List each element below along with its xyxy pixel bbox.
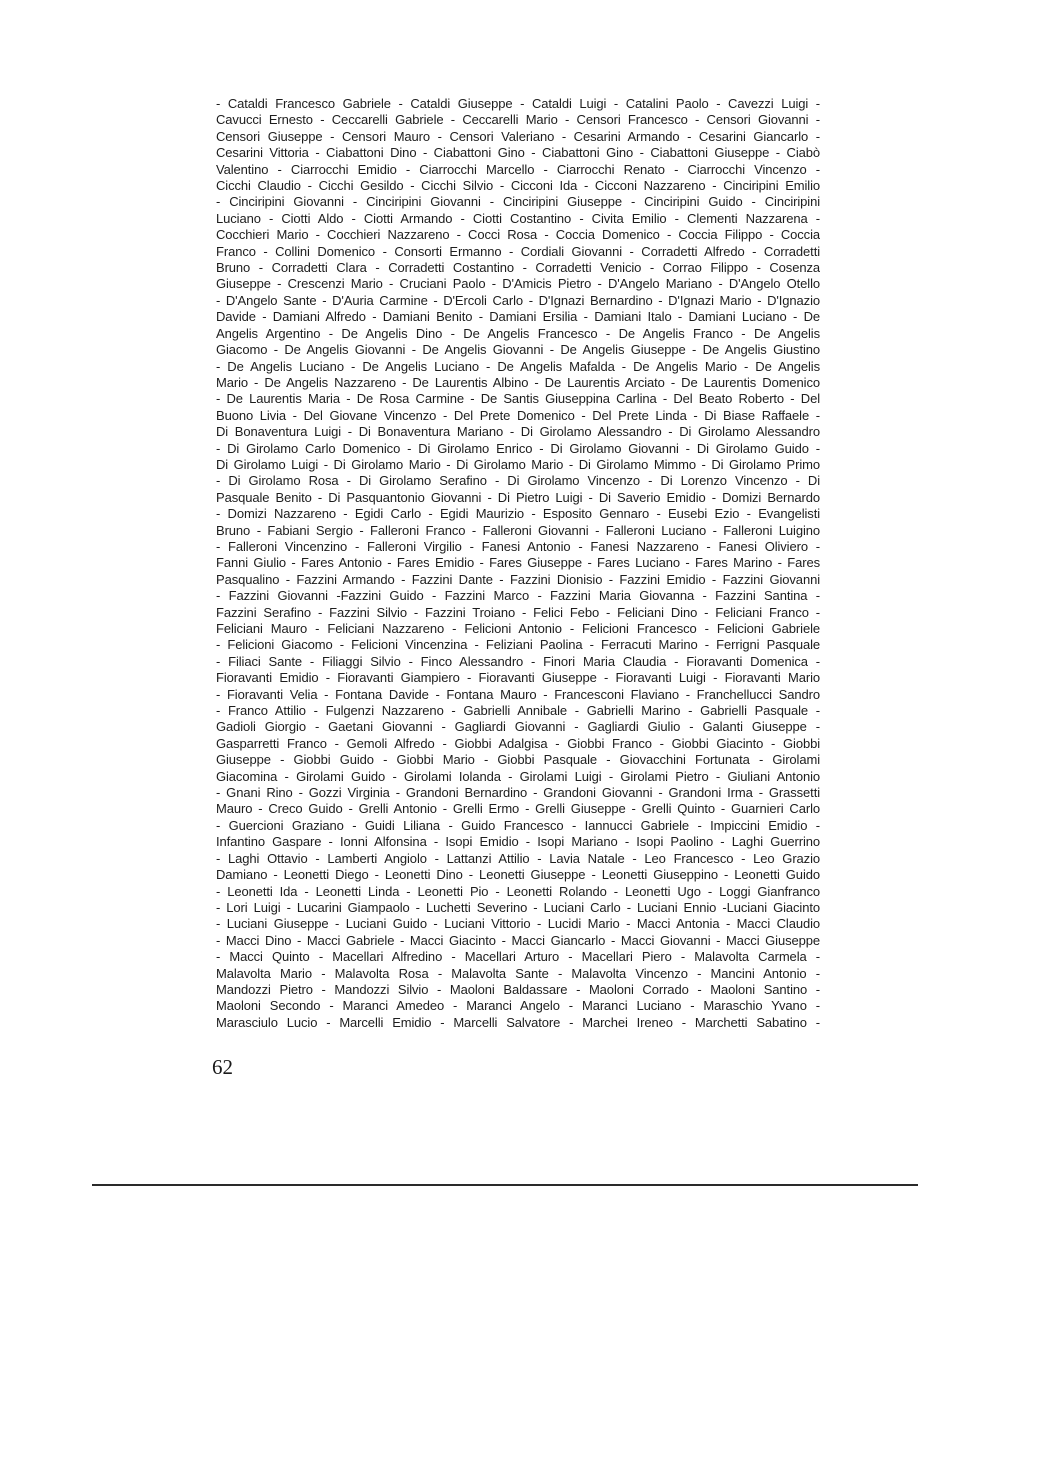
- text-line: - Luciani Giuseppe - Luciani Guido - Luciani Vittorio - Lucidi Mario - Macci Antonia - Macci Claudio: [216, 916, 820, 932]
- text-line: Pasquale Benito - Di Pasquantonio Giovanni - Di Pietro Luigi - Di Saverio Emidio - Domizi Bernardo: [216, 489, 820, 505]
- text-line: Gasparretti Franco - Gemoli Alfredo - Giobbi Adalgisa - Giobbi Franco - Giobbi Giacinto - Giobbi: [216, 735, 820, 751]
- text-line: Marasciulo Lucio - Marcelli Emidio - Marcelli Salvatore - Marchei Ireneo - Marchetti Sabatino -: [216, 1014, 820, 1030]
- text-line: Mauro - Creco Guido - Grelli Antonio - Grelli Ermo - Grelli Giuseppe - Grelli Quinto - Guarnieri Carlo: [216, 801, 820, 817]
- text-line: - Macci Dino - Macci Gabriele - Macci Giacinto - Macci Giancarlo - Macci Giovanni - Macci Giuseppe: [216, 932, 820, 948]
- text-line: Cesarini Vittoria - Ciabattoni Dino - Ciabattoni Gino - Ciabattoni Gino - Ciabattoni Giuseppe - Ciabò: [216, 145, 820, 161]
- text-line: - Domizi Nazzareno - Egidi Carlo - Egidi Maurizio - Esposito Gennaro - Eusebi Ezio - Evangelisti: [216, 506, 820, 522]
- text-line: Cavucci Ernesto - Ceccarelli Gabriele - Ceccarelli Mario - Censori Francesco - Censori Giovanni -: [216, 112, 820, 128]
- text-line: - Di Girolamo Carlo Domenico - Di Girolamo Enrico - Di Girolamo Giovanni - Di Girolamo Guido -: [216, 440, 820, 456]
- text-line: Giacomina - Girolami Guido - Girolami Iolanda - Girolami Luigi - Girolami Pietro - Giuliani Antonio: [216, 768, 820, 784]
- text-line: Di Girolamo Luigi - Di Girolamo Mario - Di Girolamo Mario - Di Girolamo Mimmo - Di Girolamo Primo: [216, 456, 820, 472]
- text-line: - Felicioni Giacomo - Felicioni Vincenzina - Feliziani Paolina - Ferracuti Marino - Ferrigni Pasquale: [216, 637, 820, 653]
- text-line: Malavolta Mario - Malavolta Rosa - Malavolta Sante - Malavolta Vincenzo - Mancini Antonio -: [216, 965, 820, 981]
- text-line: - Cataldi Francesco Gabriele - Cataldi Giuseppe - Cataldi Luigi - Catalini Paolo - Cavezzi Luigi -: [216, 96, 820, 111]
- text-line: Davide - Damiani Alfredo - Damiani Benito - Damiani Ersilia - Damiani Italo - Damiani Luciano - De: [216, 309, 820, 325]
- text-line: - Laghi Ottavio - Lamberti Angiolo - Lattanzi Attilio - Lavia Natale - Leo Francesco - Leo Grazio: [216, 850, 820, 866]
- text-line: Censori Giuseppe - Censori Mauro - Censori Valeriano - Cesarini Armando - Cesarini Giancarlo -: [216, 128, 820, 144]
- names-list: [216, 96, 820, 1031]
- text-line: - D'Angelo Sante - D'Auria Carmine - D'Ercoli Carlo - D'Ignazi Bernardino - D'Ignazi Mario - D'Ignazio: [216, 292, 820, 308]
- text-line: Damiano - Leonetti Diego - Leonetti Dino - Leonetti Giuseppe - Leonetti Giuseppino - Leonetti Guido: [216, 867, 820, 883]
- text-line: Valentino - Ciarrocchi Emidio - Ciarrocchi Marcello - Ciarrocchi Renato - Ciarrocchi Vincenzo -: [216, 161, 820, 177]
- text-line: - Guercioni Graziano - Guidi Liliana - Guido Francesco - Iannucci Gabriele - Impiccini Emidio -: [216, 817, 820, 833]
- text-line: Mario - De Angelis Nazzareno - De Laurentis Albino - De Laurentis Arciato - De Laurentis Domenico: [216, 374, 820, 390]
- text-line: - Fioravanti Velia - Fontana Davide - Fontana Mauro - Francesconi Flaviano - Franchellucci Sandro: [216, 686, 820, 702]
- text-line: Cicchi Claudio - Cicchi Gesildo - Cicchi Silvio - Cicconi Ida - Cicconi Nazzareno - Cinciripini Emilio: [216, 178, 820, 194]
- text-line: Pasqualino - Fazzini Armando - Fazzini Dante - Fazzini Dionisio - Fazzini Emidio - Fazzini Giovanni: [216, 571, 820, 587]
- text-line: Luciano - Ciotti Aldo - Ciotti Armando - Ciotti Costantino - Civita Emilio - Clementi Nazzarena -: [216, 210, 820, 226]
- text-line: Franco - Collini Domenico - Consorti Ermanno - Cordiali Giovanni - Corradetti Alfredo - Corradetti: [216, 243, 820, 259]
- page-number: 62: [212, 1055, 233, 1079]
- text-line: - De Angelis Luciano - De Angelis Luciano - De Angelis Mafalda - De Angelis Mario - De Angelis: [216, 358, 820, 374]
- text-line: - De Laurentis Maria - De Rosa Carmine - De Santis Giuseppina Carlina - Del Beato Roberto - Del: [216, 391, 820, 407]
- text-line: - Filiaci Sante - Filiaggi Silvio - Finco Alessandro - Finori Maria Claudia - Fioravanti Domenica -: [216, 653, 820, 669]
- text-line: Giuseppe - Crescenzi Mario - Cruciani Paolo - D'Amicis Pietro - D'Angelo Mariano - D'Angelo Otello: [216, 276, 820, 292]
- text-line: Angelis Argentino - De Angelis Dino - De Angelis Francesco - De Angelis Franco - De Angelis: [216, 325, 820, 341]
- text-line: - Leonetti Ida - Leonetti Linda - Leonetti Pio - Leonetti Rolando - Leonetti Ugo - Loggi Gianfranco: [216, 883, 820, 899]
- text-line: Di Bonaventura Luigi - Di Bonaventura Mariano - Di Girolamo Alessandro - Di Girolamo Alessandro: [216, 424, 820, 440]
- text-line: Infantino Gaspare - Ionni Alfonsina - Isopi Emidio - Isopi Mariano - Isopi Paolino - Laghi Guerrino: [216, 834, 820, 850]
- text-line: Fanni Giulio - Fares Antonio - Fares Emidio - Fares Giuseppe - Fares Luciano - Fares Marino - Fares: [216, 555, 820, 571]
- text-line: Fioravanti Emidio - Fioravanti Giampiero - Fioravanti Giuseppe - Fioravanti Luigi - Fioravanti Mario: [216, 670, 820, 686]
- text-line: Buono Livia - Del Giovane Vincenzo - Del Prete Domenico - Del Prete Linda - Di Biase Raffaele -: [216, 407, 820, 423]
- text-line: - Lori Luigi - Lucarini Giampaolo - Luchetti Severino - Luciani Carlo - Luciani Ennio -Luciani Giacinto: [216, 899, 820, 915]
- text-line: - Macci Quinto - Macellari Alfredino - Macellari Arturo - Macellari Piero - Malavolta Carmela -: [216, 949, 820, 965]
- text-line: Cocchieri Mario - Cocchieri Nazzareno - Cocci Rosa - Coccia Domenico - Coccia Filippo - Coccia: [216, 227, 820, 243]
- text-line: - Franco Attilio - Fulgenzi Nazzareno - Gabrielli Annibale - Gabrielli Marino - Gabrielli Pasquale -: [216, 703, 820, 719]
- text-line: Mandozzi Pietro - Mandozzi Silvio - Maoloni Baldassare - Maoloni Corrado - Maoloni Santino -: [216, 981, 820, 997]
- text-line: Giacomo - De Angelis Giovanni - De Angelis Giovanni - De Angelis Giuseppe - De Angelis Giustino: [216, 342, 820, 358]
- text-line: - Gnani Rino - Gozzi Virginia - Grandoni Bernardino - Grandoni Giovanni - Grandoni Irma - Grassetti: [216, 785, 820, 801]
- text-line: - Cinciripini Giovanni - Cinciripini Giovanni - Cinciripini Giuseppe - Cinciripini Guido - Cinciripini: [216, 194, 820, 210]
- text-line: - Fazzini Giovanni -Fazzini Guido - Fazzini Marco - Fazzini Maria Giovanna - Fazzini Santina -: [216, 588, 820, 604]
- bottom-rule: [92, 1184, 918, 1186]
- text-line: Bruno - Fabiani Sergio - Falleroni Franco - Falleroni Giovanni - Falleroni Luciano - Falleroni Luigino: [216, 522, 820, 538]
- text-line: - Falleroni Vincenzino - Falleroni Virgilio - Fanesi Antonio - Fanesi Nazzareno - Fanesi Oliviero -: [216, 538, 820, 554]
- text-line: - Di Girolamo Rosa - Di Girolamo Serafino - Di Girolamo Vincenzo - Di Lorenzo Vincenzo - Di: [216, 473, 820, 489]
- text-line: Fazzini Serafino - Fazzini Silvio - Fazzini Troiano - Felici Febo - Feliciani Dino - Feliciani Franco -: [216, 604, 820, 620]
- text-line: Giuseppe - Giobbi Guido - Giobbi Mario - Giobbi Pasquale - Giovacchini Fortunata - Girolami: [216, 752, 820, 768]
- text-line: Maoloni Secondo - Maranci Amedeo - Maranci Angelo - Maranci Luciano - Maraschio Yvano -: [216, 998, 820, 1014]
- text-line: Feliciani Mauro - Feliciani Nazzareno - Felicioni Antonio - Felicioni Francesco - Felicioni Gabriele: [216, 621, 820, 636]
- text-line: Gadioli Giorgio - Gaetani Giovanni - Gagliardi Giovanni - Gagliardi Giulio - Galanti Giuseppe -: [216, 719, 820, 735]
- text-line: Bruno - Corradetti Clara - Corradetti Costantino - Corradetti Venicio - Corrao Filippo - Cosenza: [216, 260, 820, 276]
